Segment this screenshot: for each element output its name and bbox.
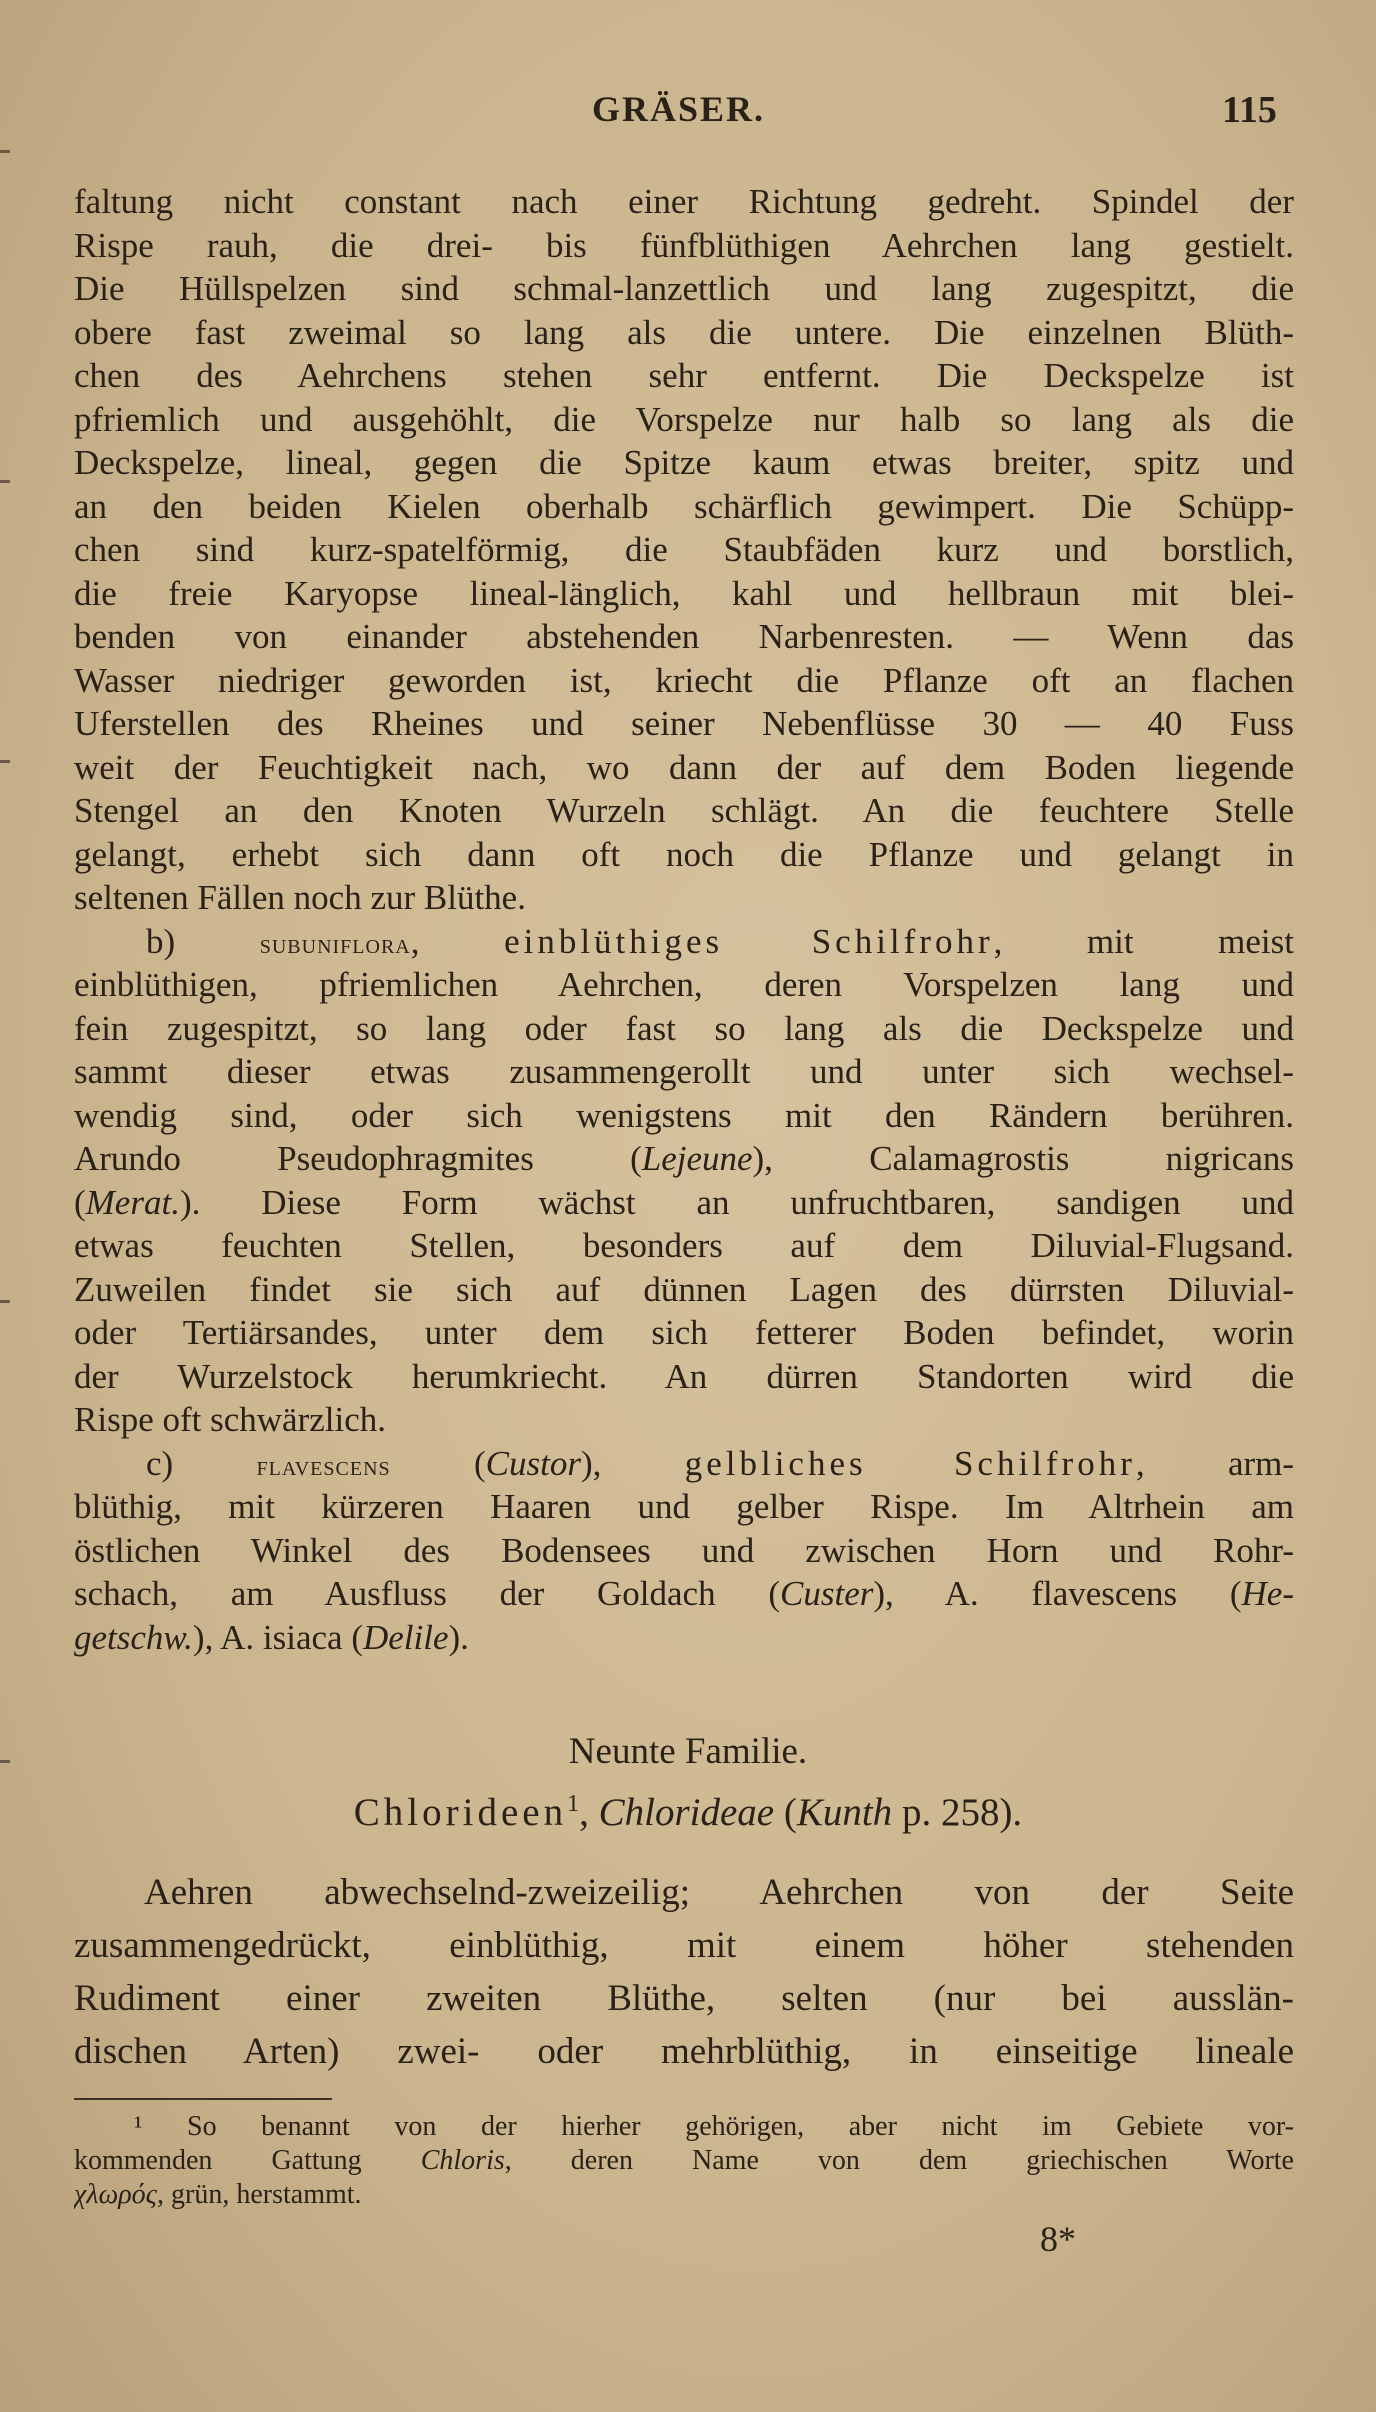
author-name: He-: [1241, 1574, 1294, 1613]
footnote-line: χλωρός, grün, herstammt.: [74, 2179, 362, 2210]
footnote-rule: [74, 2098, 332, 2100]
family-name-heading: Chlorideen$^1$, Chlorideae (Kunth p. 258).: [353, 1791, 1023, 1834]
text-line: obere fast zweimal so lang als die untere. Die einzelnen Blüth-: [74, 312, 1294, 352]
footnote-line: kommenden Gattung Chloris, deren Name von dem griechischen Worte: [74, 2145, 1294, 2176]
author-name: Lejeune: [641, 1139, 753, 1178]
para-c-first-line: c) flavescens (Custor), gelbliches Schilfrohr, arm-: [146, 1443, 1294, 1483]
text-line: blüthig, mit kürzeren Haaren und gelber Rispe. Im Altrhein am: [74, 1487, 1294, 1526]
text-line: pfriemlich und ausgehöhlt, die Vorspelze nur halb so lang als die: [74, 399, 1294, 439]
text-line: fein zugespitzt, so lang oder fast so lang als die Deckspelze und: [74, 1008, 1294, 1048]
edge-mark: [0, 150, 10, 153]
text-line: sammt dieser etwas zusammengerollt und unter sich wechsel-: [74, 1052, 1294, 1091]
text-line: Deckspelze, lineal, gegen die Spitze kaum etwas breiter, spitz und: [74, 443, 1294, 482]
common-name: einblüthiges Schilfrohr: [504, 921, 994, 961]
text-line: weit der Feuchtigkeit nach, wo dann der auf dem Boden liegende: [74, 747, 1294, 787]
author-name: Delile: [363, 1617, 449, 1657]
text-line: östlichen Winkel des Bodensees und zwischen Horn und Rohr-: [74, 1530, 1294, 1570]
edge-mark: [0, 760, 10, 763]
text-line: etwas feuchten Stellen, besonders auf dem Diluvial-Flugsand.: [74, 1226, 1294, 1265]
author-name: getschw.: [74, 1617, 193, 1657]
text-line: (Merat.). Diese Form wächst an unfruchtbaren, sandigen und: [74, 1182, 1294, 1222]
text-line: Stengel an den Knoten Wurzeln schlägt. An die feuchtere Stelle: [74, 791, 1294, 830]
variety-name: flavescens: [256, 1449, 391, 1482]
edge-mark: [0, 1300, 10, 1303]
text-line: Die Hüllspelzen sind schmal-lanzettlich und lang zugespitzt, die: [74, 269, 1294, 308]
footnote-line: ¹ So benannt von der hierher gehörigen, aber nicht im Gebiete vor-: [134, 2111, 1294, 2142]
running-head: GRÄSER.: [592, 89, 766, 129]
text-line: faltung nicht constant nach einer Richtung gedreht. Spindel der: [74, 182, 1294, 221]
signature-mark: 8*: [1040, 2219, 1076, 2259]
author-name: Merat.: [85, 1182, 180, 1222]
text-line: zusammengedrückt, einblüthig, mit einem höher stehenden: [74, 1925, 1294, 1966]
text-line: Rispe oft schwärzlich.: [74, 1400, 386, 1439]
text-line: chen des Aehrchens stehen sehr entfernt. Die Deckspelze ist: [74, 356, 1294, 395]
text-line: oder Tertiärsandes, unter dem sich fetterer Boden befindet, worin: [74, 1313, 1294, 1352]
text-line: wendig sind, oder sich wenigstens mit den Rändern berühren.: [74, 1095, 1294, 1135]
footnote-ref: 1: [567, 1791, 580, 1817]
page-header: [0, 88, 1376, 138]
main-text: [74, 180, 1294, 1659]
text-line: schach, am Ausfluss der Goldach (Custer), A. flavescens (He-: [74, 1574, 1294, 1613]
common-name: gelbliches Schilfrohr: [684, 1443, 1136, 1483]
text-line: einblüthigen, pfriemlichen Aehrchen, deren Vorspelzen lang und: [74, 965, 1294, 1004]
variety-name: subuniflora: [259, 927, 411, 960]
family-heading: Neunte Familie.: [568, 1731, 808, 1772]
text-line: Rudiment einer zweiten Blüthe, selten (nur bei ausslän-: [74, 1978, 1294, 2019]
text-line: Arundo Pseudophragmites (Lejeune), Calamagrostis nigricans: [74, 1139, 1294, 1178]
author-name: Custor: [485, 1443, 581, 1483]
text-line: an den beiden Kielen oberhalb schärflich gewimpert. Die Schüpp-: [74, 486, 1294, 526]
text-line: getschw.), A. isiaca (Delile).: [74, 1617, 469, 1657]
edge-mark: [0, 1760, 10, 1763]
edge-mark: [0, 480, 10, 483]
text-line: gelangt, erhebt sich dann oft noch die Pflanze und gelangt in: [74, 834, 1294, 874]
text-line: benden von einander abstehenden Narbenresten. — Wenn das: [74, 617, 1294, 656]
page-number: 115: [1222, 89, 1277, 131]
text-line: Wasser niedriger geworden ist, kriecht die Pflanze oft an flachen: [74, 660, 1294, 700]
text-line: Uferstellen des Rheines und seiner Nebenflüsse 30 — 40 Fuss: [74, 704, 1294, 743]
text-line: chen sind kurz-spatelförmig, die Staubfäden kurz und borstlich,: [74, 530, 1294, 569]
text-line: dischen Arten) zwei- oder mehrblüthig, in einseitige lineale: [74, 2031, 1294, 2072]
text-line: Aehren abwechselnd-zweizeilig; Aehrchen von der Seite: [144, 1872, 1294, 1913]
author-name: Custer: [780, 1574, 874, 1613]
text-line: der Wurzelstock herumkriecht. An dürren Standorten wird die: [74, 1356, 1294, 1396]
text-line: Zuweilen findet sie sich auf dünnen Lagen des dürrsten Diluvial-: [74, 1269, 1294, 1309]
text-line: die freie Karyopse lineal-länglich, kahl und hellbraun mit blei-: [74, 573, 1294, 613]
text-line: Rispe rauh, die drei- bis fünfblüthigen Aehrchen lang gestielt.: [74, 225, 1294, 265]
text-line: seltenen Fällen noch zur Blüthe.: [74, 878, 526, 917]
family-description: [74, 1866, 1294, 2078]
footnote: [74, 2110, 1294, 2212]
para-b-first-line: b) subuniflora, einblüthiges Schilfrohr, mit meist: [146, 921, 1294, 961]
